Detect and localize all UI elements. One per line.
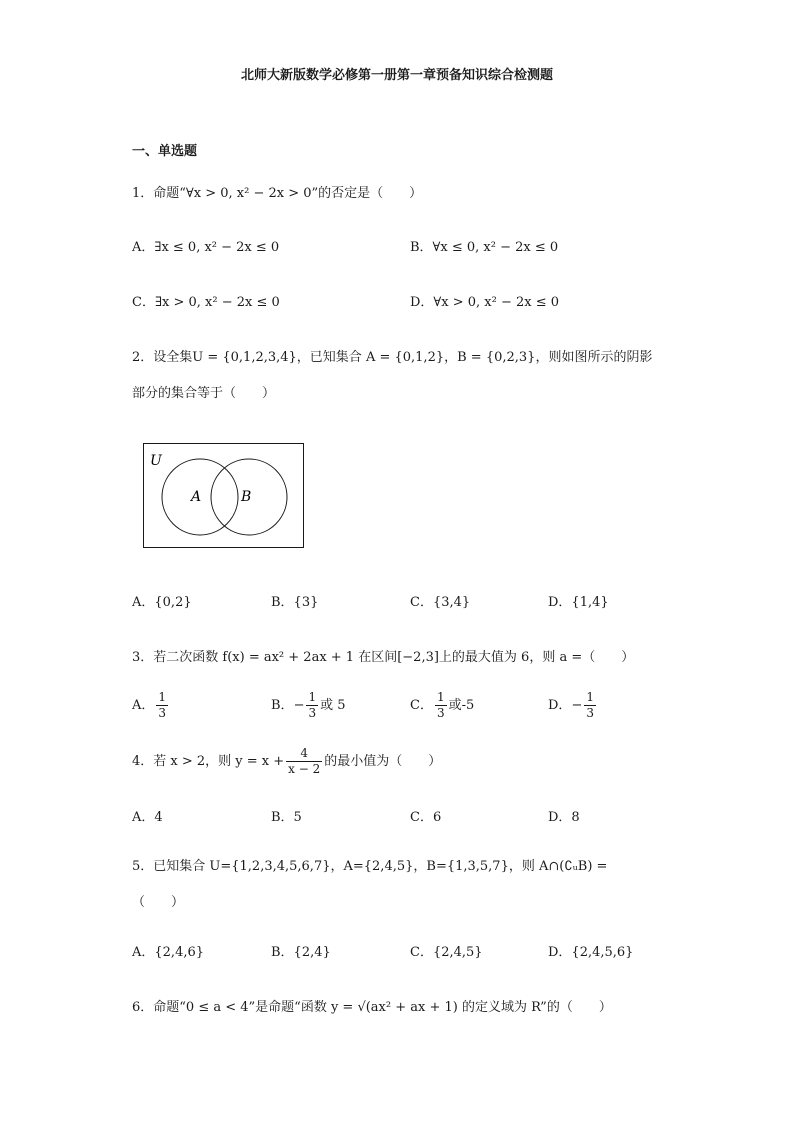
q5-option-b: B．{2,4}	[271, 945, 331, 960]
q4-option-a: A．4	[132, 810, 163, 825]
question-3-stem: 3．若二次函数 f(x) = ax² + 2ax + 1 在区间[−2,3]上的最大值为 6，则 a =（ ）	[132, 650, 635, 665]
q3-option-b: B．− $\frac{1}{3}$ 或 5	[271, 690, 346, 720]
fraction: $\frac{1}{3}$	[586, 690, 594, 720]
q4-option-d: D．8	[548, 810, 580, 825]
venn-diagram	[143, 443, 305, 549]
q2-option-b: B．{3}	[271, 595, 319, 610]
question-2-stem-line2: 部分的集合等于（ ）	[132, 386, 276, 401]
document-title: 北师大新版数学必修第一册第一章预备知识综合检测题	[240, 68, 553, 83]
q1-option-b: B．∀x ≤ 0, x² − 2x ≤ 0	[410, 240, 559, 255]
question-5-stem-line2: （ ）	[132, 895, 185, 910]
q4-option-c: C．6	[410, 810, 442, 825]
question-1-stem: 1．命题“∀x > 0, x² − 2x > 0”的否定是（ ）	[132, 186, 423, 201]
venn-label-u: U	[150, 453, 162, 469]
fraction: $\frac{1}{3}$	[436, 690, 445, 720]
q1-option-a: A．∃x ≤ 0, x² − 2x ≤ 0	[132, 240, 280, 255]
question-2-stem-line1: 2．设全集U = {0,1,2,3,4}，已知集合 A = {0,1,2}，B = {0,2,3}，则如图所示的阴影	[132, 350, 653, 365]
fraction: $\frac{1}{3}$	[308, 690, 317, 720]
q2-option-a: A．{0,2}	[132, 595, 192, 610]
q2-option-d: D．{1,4}	[548, 595, 609, 610]
question-4-stem: 4．若 x > 2，则 y = x + $\frac{4}{x - 2}$ 的最小值为（ ）	[132, 746, 442, 776]
q3-option-a: A． $\frac{1}{3}$	[132, 690, 167, 720]
fraction: $\frac{1}{3}$	[158, 690, 167, 720]
q5-option-d: D．{2,4,5,6}	[548, 945, 634, 960]
universal-set-box	[144, 444, 304, 548]
q4-option-b: B．5	[271, 810, 302, 825]
q1-option-c: C．∃x > 0, x² − 2x ≤ 0	[132, 295, 280, 310]
venn-label-a: A	[191, 489, 202, 505]
fraction: $\frac{4}{x - 2}$	[288, 746, 321, 776]
question-6-stem: 6．命题“0 ≤ a < 4”是命题“函数 y = √(ax² + ax + 1) 的定义域为 R”的（ ）	[132, 1000, 612, 1015]
section-heading: 一、单选题	[132, 144, 198, 159]
venn-label-b: B	[241, 489, 252, 505]
q3-option-d: D．− $\frac{1}{3}$	[548, 690, 594, 720]
q5-option-a: A．{2,4,6}	[132, 945, 205, 960]
question-5-stem-line1: 5．已知集合 U={1,2,3,4,5,6,7}，A={2,4,5}，B={1,3,5,7}，则 A∩(∁ᵤB) =	[132, 859, 608, 874]
q5-option-c: C．{2,4,5}	[410, 945, 483, 960]
q3-option-c: C． $\frac{1}{3}$ 或-5	[410, 690, 475, 720]
q1-option-d: D．∀x > 0, x² − 2x ≤ 0	[410, 295, 560, 310]
q2-option-c: C．{3,4}	[410, 595, 471, 610]
